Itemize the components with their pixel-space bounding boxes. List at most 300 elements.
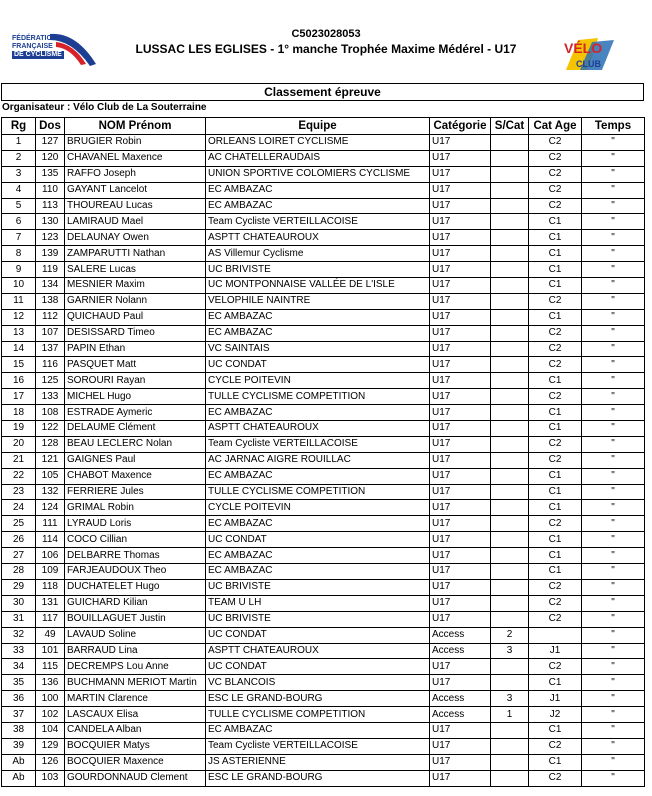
cell-age-category: C1 [529, 373, 582, 389]
cell-team: CYCLE POITEVIN [206, 373, 430, 389]
cell-category: U17 [430, 373, 491, 389]
cell-team: Team Cycliste VERTEILLACOISE [206, 214, 430, 230]
cell-name: GRIMAL Robin [65, 500, 206, 516]
cell-time: " [582, 579, 645, 595]
cell-name: GOURDONNAUD Clement [65, 770, 206, 786]
cell-category: U17 [430, 293, 491, 309]
cell-name: GUICHARD Kilian [65, 595, 206, 611]
table-row [2, 468, 645, 484]
cell-age-category: C2 [529, 436, 582, 452]
cell-rank: 30 [2, 595, 36, 611]
table-row [2, 754, 645, 770]
cell-subcategory [491, 595, 529, 611]
cell-name: MESNIER Maxim [65, 278, 206, 294]
cell-subcategory [491, 516, 529, 532]
cell-time: " [582, 564, 645, 580]
table-row [2, 738, 645, 754]
cell-bib: 104 [36, 722, 65, 738]
cell-bib: 122 [36, 421, 65, 437]
col-header-subcategory: S/Cat [491, 118, 529, 135]
cell-team: UC CONDAT [206, 357, 430, 373]
cell-bib: 118 [36, 579, 65, 595]
cell-time: " [582, 738, 645, 754]
cell-name: BUCHMANN MERIOT Martin [65, 675, 206, 691]
cell-bib: 125 [36, 373, 65, 389]
cell-team: Team Cycliste VERTEILLACOISE [206, 436, 430, 452]
cell-name: BOCQUIER Maxence [65, 754, 206, 770]
cell-team: UC BRIVISTE [206, 262, 430, 278]
table-row [2, 325, 645, 341]
cell-age-category: C2 [529, 770, 582, 786]
cell-bib: 107 [36, 325, 65, 341]
cell-bib: 127 [36, 135, 65, 151]
table-row [2, 214, 645, 230]
cell-team: UC MONTPONNAISE VALLÉE DE L'ISLE [206, 278, 430, 294]
cell-time: " [582, 373, 645, 389]
cell-age-category: C1 [529, 548, 582, 564]
cell-time: " [582, 293, 645, 309]
cell-rank: 27 [2, 548, 36, 564]
cell-age-category: C2 [529, 579, 582, 595]
cell-rank: 18 [2, 405, 36, 421]
cell-age-category: C2 [529, 659, 582, 675]
cell-bib: 121 [36, 452, 65, 468]
cell-name: LYRAUD Loris [65, 516, 206, 532]
cell-rank: Ab [2, 754, 36, 770]
cell-subcategory [491, 532, 529, 548]
cell-team: EC AMBAZAC [206, 722, 430, 738]
cell-rank: 28 [2, 564, 36, 580]
cell-subcategory [491, 166, 529, 182]
cell-time: " [582, 611, 645, 627]
cell-category: U17 [430, 278, 491, 294]
cell-rank: 24 [2, 500, 36, 516]
cell-team: TULLE CYCLISME COMPETITION [206, 707, 430, 723]
cell-bib: 138 [36, 293, 65, 309]
cell-team: ASPTT CHATEAUROUX [206, 643, 430, 659]
cell-name: LASCAUX Elisa [65, 707, 206, 723]
ffc-logo-line2: FRANÇAISE [12, 43, 53, 50]
cell-subcategory [491, 754, 529, 770]
cell-age-category: C2 [529, 516, 582, 532]
cell-subcategory: 3 [491, 691, 529, 707]
cell-bib: 139 [36, 246, 65, 262]
table-row [2, 198, 645, 214]
cell-category: U17 [430, 389, 491, 405]
cell-age-category: C1 [529, 675, 582, 691]
cell-subcategory [491, 262, 529, 278]
cell-subcategory: 3 [491, 643, 529, 659]
table-header-row [2, 118, 645, 135]
table-row [2, 675, 645, 691]
cell-rank: 17 [2, 389, 36, 405]
cell-bib: 132 [36, 484, 65, 500]
cell-age-category: C2 [529, 166, 582, 182]
cell-age-category: C1 [529, 421, 582, 437]
cell-category: U17 [430, 659, 491, 675]
table-row [2, 230, 645, 246]
cell-age-category: C1 [529, 754, 582, 770]
cell-age-category: C1 [529, 722, 582, 738]
table-row [2, 611, 645, 627]
cell-name: BOUILLAGUET Justin [65, 611, 206, 627]
cell-name: MICHEL Hugo [65, 389, 206, 405]
cell-age-category: C2 [529, 389, 582, 405]
cell-time: " [582, 230, 645, 246]
cell-subcategory [491, 230, 529, 246]
col-header-category: Catégorie [430, 118, 491, 135]
table-row [2, 135, 645, 151]
cell-time: " [582, 341, 645, 357]
cell-team: UNION SPORTIVE COLOMIERS CYCLISME [206, 166, 430, 182]
cell-subcategory [491, 548, 529, 564]
cell-category: U17 [430, 182, 491, 198]
cell-age-category: C1 [529, 564, 582, 580]
cell-rank: 37 [2, 707, 36, 723]
race-code: C5023028053 [291, 28, 361, 40]
cell-name: DELAUNAY Owen [65, 230, 206, 246]
results-body [2, 135, 645, 787]
cell-rank: 39 [2, 738, 36, 754]
cell-team: ESC LE GRAND-BOURG [206, 770, 430, 786]
cell-team: EC AMBAZAC [206, 468, 430, 484]
cell-category: U17 [430, 452, 491, 468]
cell-bib: 134 [36, 278, 65, 294]
cell-rank: 5 [2, 198, 36, 214]
cell-time: " [582, 278, 645, 294]
cell-subcategory [491, 452, 529, 468]
cell-rank: 36 [2, 691, 36, 707]
cell-bib: 105 [36, 468, 65, 484]
cell-rank: 4 [2, 182, 36, 198]
cell-rank: 35 [2, 675, 36, 691]
cell-age-category: C2 [529, 595, 582, 611]
cell-team: ESC LE GRAND-BOURG [206, 691, 430, 707]
cell-team: EC AMBAZAC [206, 309, 430, 325]
cell-age-category: C2 [529, 135, 582, 151]
cell-bib: 124 [36, 500, 65, 516]
cell-team: ASPTT CHATEAUROUX [206, 421, 430, 437]
table-row [2, 262, 645, 278]
cell-time: " [582, 516, 645, 532]
cell-age-category: C1 [529, 484, 582, 500]
cell-name: CANDELA Alban [65, 722, 206, 738]
cell-rank: 15 [2, 357, 36, 373]
cell-category: Access [430, 707, 491, 723]
table-row [2, 770, 645, 786]
cell-time: " [582, 691, 645, 707]
cell-age-category: J1 [529, 691, 582, 707]
cell-time: " [582, 436, 645, 452]
cell-team: TULLE CYCLISME COMPETITION [206, 484, 430, 500]
cell-name: CHAVANEL Maxence [65, 150, 206, 166]
cell-team: JS ASTERIENNE [206, 754, 430, 770]
cell-bib: 128 [36, 436, 65, 452]
cell-team: UC BRIVISTE [206, 579, 430, 595]
cell-team: EC AMBAZAC [206, 405, 430, 421]
cell-rank: 34 [2, 659, 36, 675]
cell-team: ASPTT CHATEAUROUX [206, 230, 430, 246]
cell-name: DESISSARD Timeo [65, 325, 206, 341]
cell-team: TEAM U LH [206, 595, 430, 611]
cell-category: U17 [430, 484, 491, 500]
cell-team: EC AMBAZAC [206, 564, 430, 580]
cell-time: " [582, 389, 645, 405]
cell-rank: 12 [2, 309, 36, 325]
table-row [2, 150, 645, 166]
cell-category: U17 [430, 246, 491, 262]
table-row [2, 421, 645, 437]
cell-name: RAFFO Joseph [65, 166, 206, 182]
cell-time: " [582, 532, 645, 548]
cell-time: " [582, 452, 645, 468]
cell-name: ZAMPARUTTI Nathan [65, 246, 206, 262]
cell-time: " [582, 150, 645, 166]
cell-rank: 16 [2, 373, 36, 389]
cell-rank: 38 [2, 722, 36, 738]
cell-category: U17 [430, 754, 491, 770]
table-row [2, 309, 645, 325]
cell-name: THOUREAU Lucas [65, 198, 206, 214]
cell-time: " [582, 405, 645, 421]
cell-time: " [582, 421, 645, 437]
cell-rank: 22 [2, 468, 36, 484]
cell-bib: 106 [36, 548, 65, 564]
cell-category: U17 [430, 214, 491, 230]
cell-age-category: J1 [529, 643, 582, 659]
cell-category: U17 [430, 770, 491, 786]
cell-subcategory [491, 484, 529, 500]
cell-name: SOROURI Rayan [65, 373, 206, 389]
cell-rank: 26 [2, 532, 36, 548]
cell-time: " [582, 675, 645, 691]
cell-time: " [582, 548, 645, 564]
table-row [2, 643, 645, 659]
cell-bib: 110 [36, 182, 65, 198]
cell-time: " [582, 198, 645, 214]
cell-time: " [582, 468, 645, 484]
cell-rank: 8 [2, 246, 36, 262]
cell-time: " [582, 595, 645, 611]
cell-category: U17 [430, 357, 491, 373]
table-row [2, 182, 645, 198]
cell-age-category: J2 [529, 707, 582, 723]
cell-subcategory [491, 468, 529, 484]
cell-team: VC BLANCOIS [206, 675, 430, 691]
cell-category: U17 [430, 262, 491, 278]
cell-name: COCO Cillian [65, 532, 206, 548]
cell-time: " [582, 659, 645, 675]
table-row [2, 707, 645, 723]
cell-subcategory [491, 436, 529, 452]
cell-time: " [582, 484, 645, 500]
club-logo-sub: CLUB [576, 59, 601, 69]
cell-bib: 123 [36, 230, 65, 246]
cell-category: U17 [430, 325, 491, 341]
velo-club-logo-icon [558, 36, 616, 72]
cell-subcategory [491, 198, 529, 214]
cell-category: U17 [430, 611, 491, 627]
table-row [2, 579, 645, 595]
cell-time: " [582, 754, 645, 770]
cell-category: U17 [430, 230, 491, 246]
cell-time: " [582, 135, 645, 151]
table-row [2, 389, 645, 405]
table-row [2, 659, 645, 675]
cell-bib: 117 [36, 611, 65, 627]
cell-rank: 3 [2, 166, 36, 182]
cell-age-category: C1 [529, 262, 582, 278]
cell-age-category: C2 [529, 182, 582, 198]
cell-subcategory [491, 150, 529, 166]
cell-time: " [582, 214, 645, 230]
cell-bib: 112 [36, 309, 65, 325]
cell-category: U17 [430, 166, 491, 182]
table-row [2, 722, 645, 738]
cell-bib: 100 [36, 691, 65, 707]
cell-rank: 21 [2, 452, 36, 468]
cell-bib: 108 [36, 405, 65, 421]
cell-age-category: C2 [529, 357, 582, 373]
cell-subcategory: 2 [491, 627, 529, 643]
cell-subcategory [491, 325, 529, 341]
cell-name: BOCQUIER Matys [65, 738, 206, 754]
cell-category: U17 [430, 595, 491, 611]
cell-name: SALERE Lucas [65, 262, 206, 278]
cell-bib: 131 [36, 595, 65, 611]
cell-category: U17 [430, 564, 491, 580]
cell-bib: 133 [36, 389, 65, 405]
cell-team: EC AMBAZAC [206, 325, 430, 341]
cell-subcategory [491, 579, 529, 595]
table-row [2, 436, 645, 452]
cell-age-category: C2 [529, 150, 582, 166]
cell-rank: 13 [2, 325, 36, 341]
cell-rank: 6 [2, 214, 36, 230]
cell-subcategory [491, 182, 529, 198]
cell-time: " [582, 643, 645, 659]
organizer-line: Organisateur : Vélo Club de La Souterraine [2, 102, 207, 113]
table-row [2, 293, 645, 309]
cell-name: DECREMPS Lou Anne [65, 659, 206, 675]
cell-team: Team Cycliste VERTEILLACOISE [206, 738, 430, 754]
cell-rank: 14 [2, 341, 36, 357]
race-title: LUSSAC LES EGLISES - 1° manche Trophée Maxime Médérel - U17 [135, 42, 517, 56]
cell-category: U17 [430, 198, 491, 214]
cell-bib: 109 [36, 564, 65, 580]
cell-team: UC CONDAT [206, 659, 430, 675]
cell-subcategory [491, 135, 529, 151]
cell-age-category: C1 [529, 532, 582, 548]
cell-time: " [582, 500, 645, 516]
cell-team: EC AMBAZAC [206, 548, 430, 564]
cell-team: AC CHATELLERAUDAIS [206, 150, 430, 166]
table-row [2, 405, 645, 421]
table-row [2, 516, 645, 532]
cell-subcategory [491, 214, 529, 230]
cell-name: MARTIN Clarence [65, 691, 206, 707]
cell-bib: 137 [36, 341, 65, 357]
cell-category: U17 [430, 309, 491, 325]
cell-category: U17 [430, 579, 491, 595]
cell-category: U17 [430, 421, 491, 437]
cell-age-category: C1 [529, 278, 582, 294]
cell-age-category: C2 [529, 325, 582, 341]
cell-team: VC SAINTAIS [206, 341, 430, 357]
cell-subcategory [491, 389, 529, 405]
cell-rank: Ab [2, 770, 36, 786]
cell-category: U17 [430, 436, 491, 452]
cell-time: " [582, 325, 645, 341]
table-row [2, 595, 645, 611]
cell-rank: 2 [2, 150, 36, 166]
col-header-time: Temps [582, 118, 645, 135]
cell-rank: 33 [2, 643, 36, 659]
cell-name: CHABOT Maxence [65, 468, 206, 484]
cell-bib: 101 [36, 643, 65, 659]
cell-time: " [582, 357, 645, 373]
cell-age-category: C2 [529, 452, 582, 468]
cell-age-category: C2 [529, 611, 582, 627]
cell-category: Access [430, 691, 491, 707]
cell-bib: 115 [36, 659, 65, 675]
cell-team: TULLE CYCLISME COMPETITION [206, 389, 430, 405]
cell-rank: 19 [2, 421, 36, 437]
cell-bib: 129 [36, 738, 65, 754]
cell-category: U17 [430, 532, 491, 548]
cell-name: GAYANT Lancelot [65, 182, 206, 198]
cell-bib: 136 [36, 675, 65, 691]
table-row [2, 246, 645, 262]
table-row [2, 691, 645, 707]
cell-subcategory [491, 421, 529, 437]
cell-name: FERRIERE Jules [65, 484, 206, 500]
cell-subcategory [491, 309, 529, 325]
ffc-logo-line1: FÉDÉRATION [12, 35, 57, 42]
col-header-name: NOM Prénom [65, 118, 206, 135]
club-logo-text: VÉLO [564, 40, 603, 56]
cell-subcategory [491, 675, 529, 691]
cell-subcategory: 1 [491, 707, 529, 723]
cell-age-category: C1 [529, 230, 582, 246]
cell-subcategory [491, 341, 529, 357]
cell-age-category: C2 [529, 738, 582, 754]
col-header-age-category: Cat Age [529, 118, 582, 135]
table-row [2, 278, 645, 294]
cell-bib: 113 [36, 198, 65, 214]
cell-rank: 7 [2, 230, 36, 246]
cell-team: VELOPHILE NAINTRE [206, 293, 430, 309]
cell-time: " [582, 722, 645, 738]
cell-age-category [529, 627, 582, 643]
table-row [2, 532, 645, 548]
cell-team: EC AMBAZAC [206, 182, 430, 198]
cell-subcategory [491, 659, 529, 675]
cell-time: " [582, 182, 645, 198]
table-row [2, 341, 645, 357]
cell-name: PAPIN Ethan [65, 341, 206, 357]
cell-name: DELBARRE Thomas [65, 548, 206, 564]
table-row [2, 452, 645, 468]
cell-bib: 49 [36, 627, 65, 643]
cell-bib: 135 [36, 166, 65, 182]
cell-name: ESTRADE Aymeric [65, 405, 206, 421]
cell-bib: 103 [36, 770, 65, 786]
cell-category: U17 [430, 675, 491, 691]
cell-name: PASQUET Matt [65, 357, 206, 373]
cell-rank: 31 [2, 611, 36, 627]
cell-rank: 29 [2, 579, 36, 595]
